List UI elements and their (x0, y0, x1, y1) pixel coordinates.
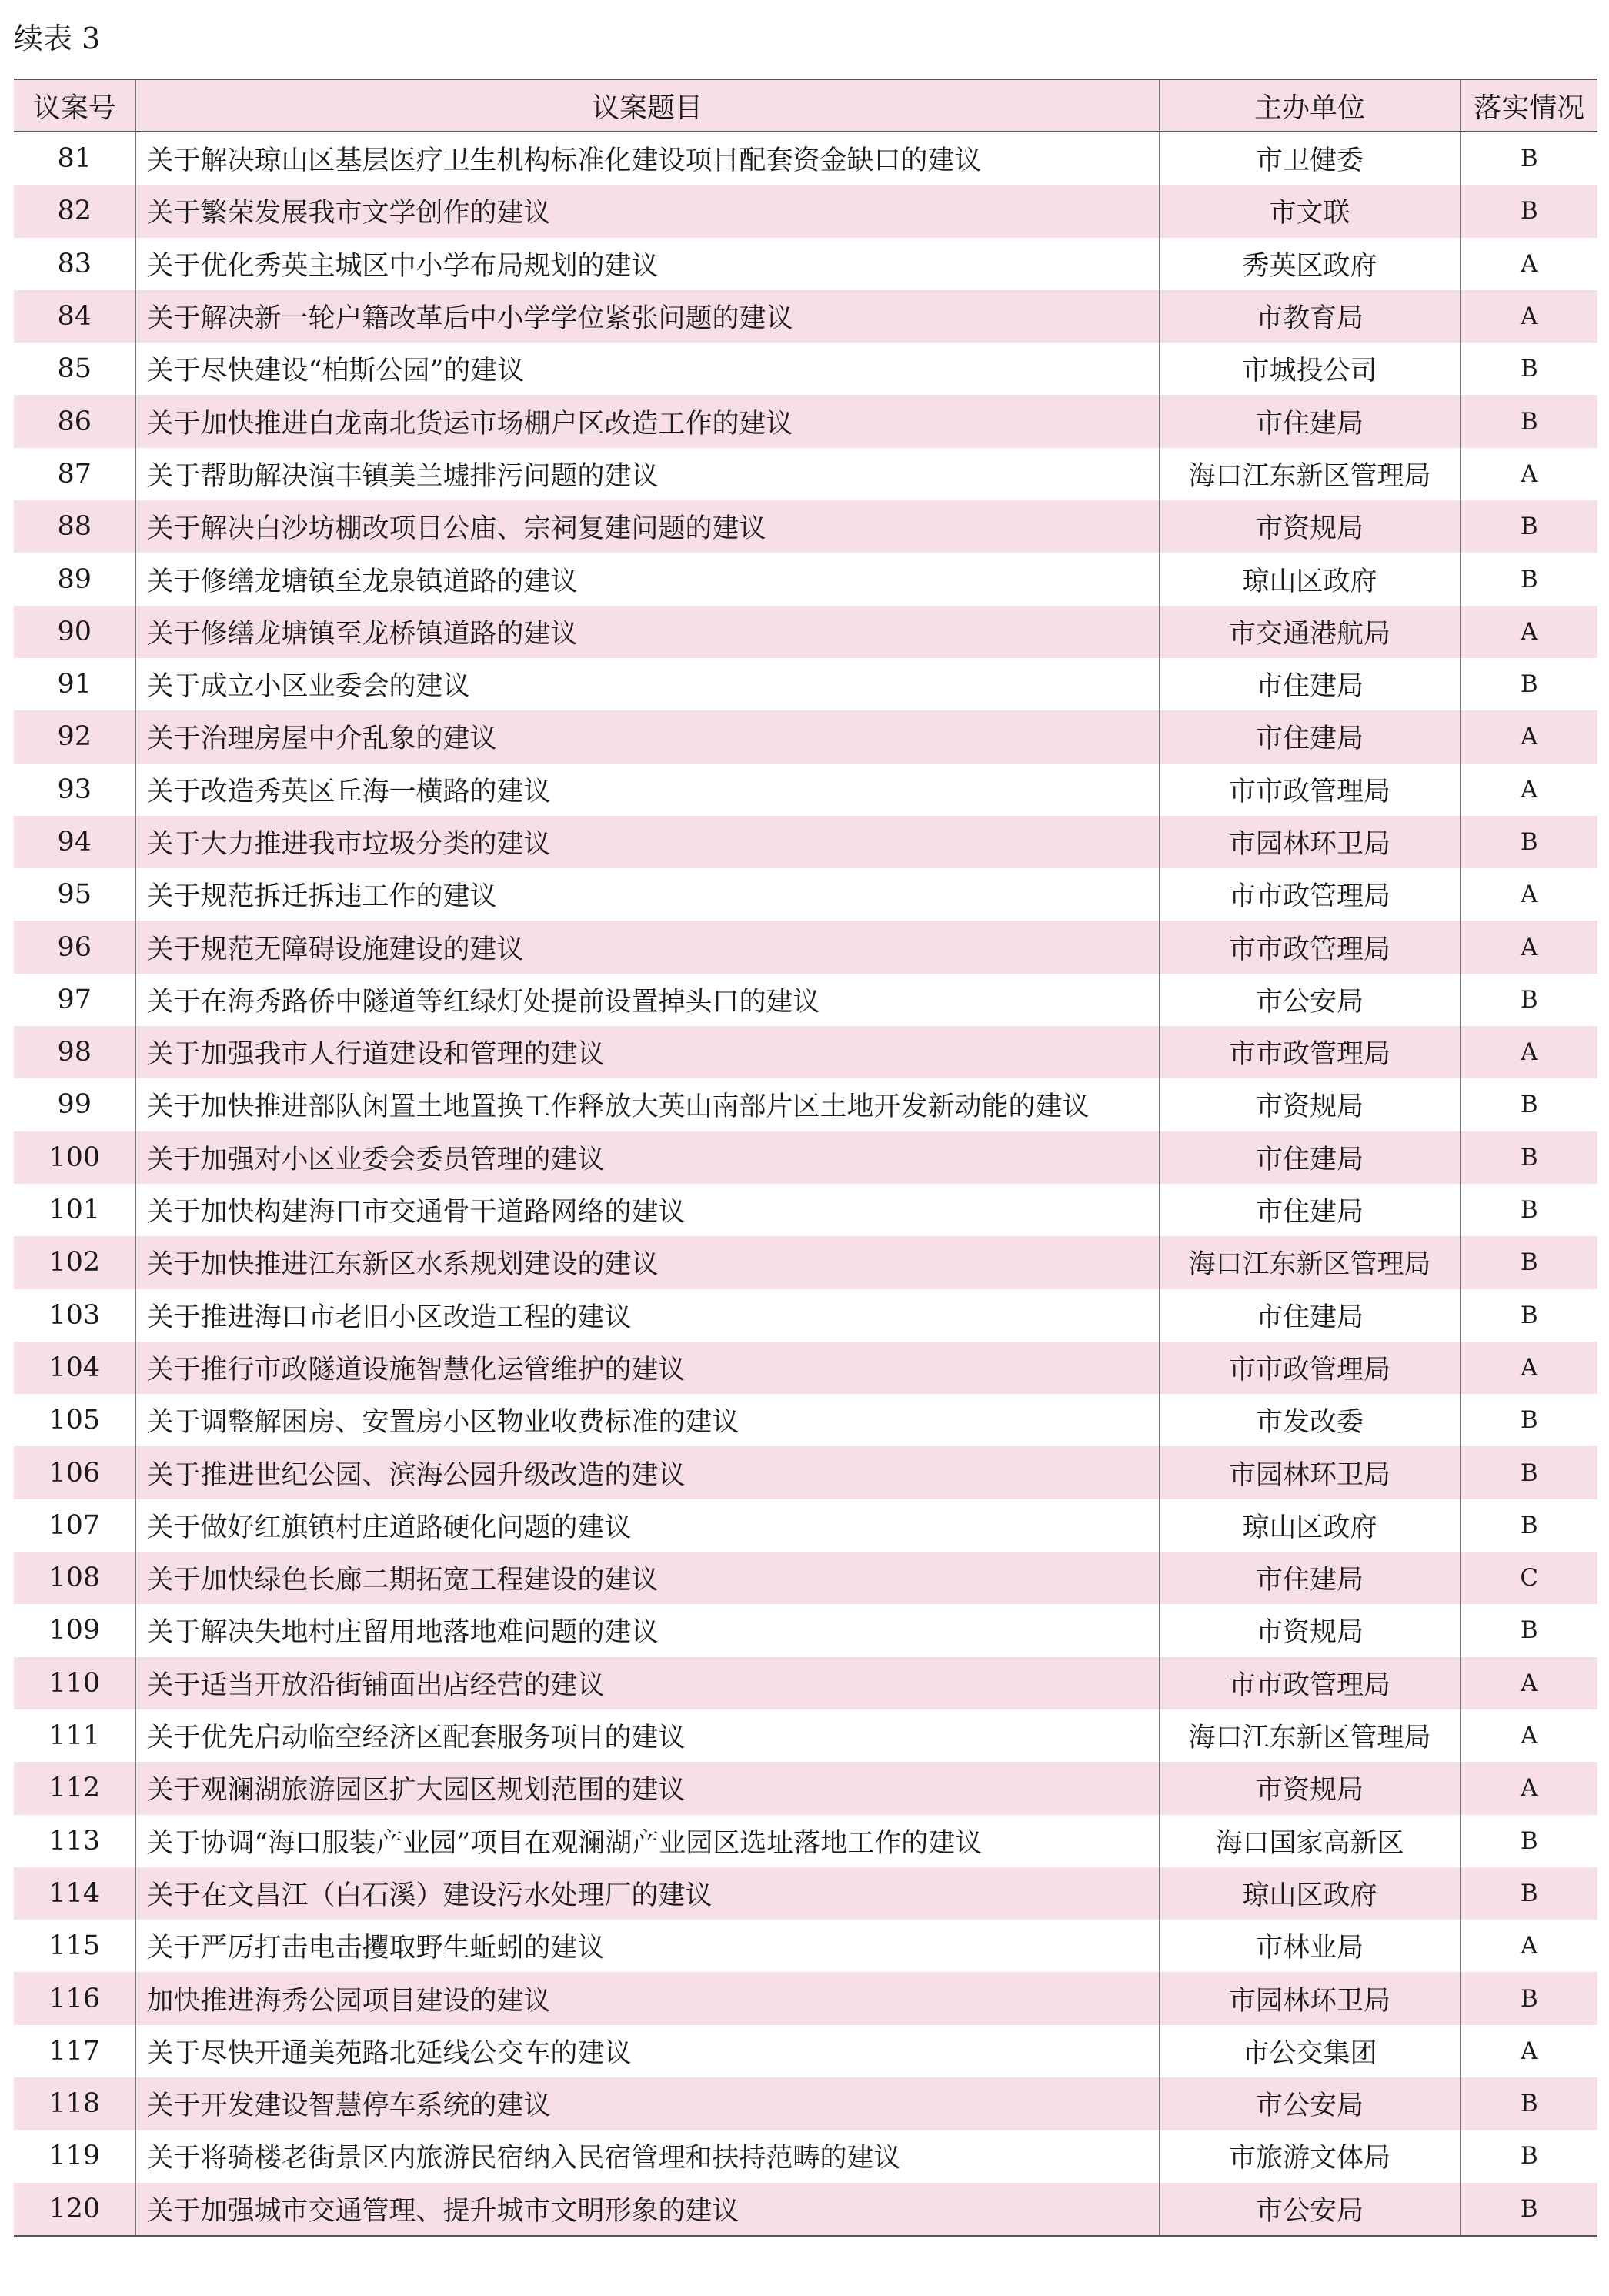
cell-status: B (1460, 132, 1597, 185)
cell-unit: 琼山区政府 (1159, 1499, 1460, 1552)
cell-unit: 市文联 (1159, 185, 1460, 237)
cell-title: 关于加强对小区业委会委员管理的建议 (135, 1131, 1159, 1184)
cell-status: B (1460, 2183, 1597, 2236)
cell-status: B (1460, 1867, 1597, 1920)
cell-number: 103 (48, 1299, 101, 1331)
cell-unit: 市市政管理局 (1159, 1026, 1460, 1078)
cell-unit: 市旅游文体局 (1159, 2130, 1460, 2182)
cell-number: 93 (57, 774, 92, 805)
cell-title: 关于加强我市人行道建设和管理的建议 (135, 1026, 1159, 1078)
cell-unit: 海口江东新区管理局 (1159, 1236, 1460, 1288)
cell-title: 关于解决琼山区基层医疗卫生机构标准化建设项目配套资金缺口的建议 (135, 132, 1159, 185)
cell-status: A (1460, 1709, 1597, 1762)
cell-title: 关于加强城市交通管理、提升城市文明形象的建议 (135, 2183, 1159, 2236)
table-row (14, 710, 1597, 763)
table-row (14, 1026, 1597, 1078)
cell-number: 83 (57, 248, 92, 279)
cell-title: 关于治理房屋中介乱象的建议 (135, 710, 1159, 763)
header-unit: 主办单位 (1159, 79, 1460, 132)
cell-title: 关于做好红旗镇村庄道路硬化问题的建议 (135, 1499, 1159, 1552)
cell-status: A (1460, 1762, 1597, 1814)
cell-unit: 市市政管理局 (1159, 921, 1460, 973)
cell-number: 84 (14, 290, 135, 343)
header-title: 议案题目 (135, 79, 1159, 132)
cell-title: 关于规范无障碍设施建设的建议 (135, 921, 1159, 973)
cell-number: 95 (57, 879, 92, 911)
cell-unit: 市卫健委 (1159, 132, 1460, 185)
cell-unit: 海口江东新区管理局 (1159, 448, 1460, 500)
cell-status: B (1460, 1815, 1597, 1867)
cell-unit: 市资规局 (1159, 1762, 1460, 1814)
cell-unit: 市住建局 (1159, 710, 1460, 763)
table-row (14, 2077, 1597, 2130)
cell-title: 关于开发建设智慧停车系统的建议 (135, 2077, 1159, 2130)
table-row (14, 2025, 1597, 2077)
cell-title: 关于修缮龙塘镇至龙桥镇道路的建议 (135, 606, 1159, 658)
cell-number: 85 (57, 353, 92, 385)
cell-number: 102 (14, 1236, 135, 1288)
cell-unit: 市园林环卫局 (1159, 1972, 1460, 2024)
cell-status: A (1460, 290, 1597, 343)
cell-status: B (1460, 2130, 1597, 2182)
cell-unit: 市住建局 (1159, 1289, 1460, 1342)
cell-status: B (1460, 1972, 1597, 2024)
table-row (14, 553, 1597, 605)
table-row (14, 238, 1597, 290)
cell-title: 关于修缮龙塘镇至龙泉镇道路的建议 (135, 553, 1159, 605)
cell-unit: 市住建局 (1159, 658, 1460, 710)
table-row (14, 448, 1597, 500)
table-row (14, 1342, 1597, 1394)
cell-unit: 市公安局 (1159, 974, 1460, 1026)
cell-status: B (1460, 1289, 1597, 1342)
cell-number: 87 (57, 458, 92, 490)
table-row (14, 500, 1597, 553)
cell-title: 关于帮助解决演丰镇美兰墟排污问题的建议 (135, 448, 1159, 500)
cell-status: B (1460, 185, 1597, 237)
cell-title: 关于规范拆迁拆违工作的建议 (135, 868, 1159, 921)
cell-status: B (1460, 500, 1597, 553)
cell-unit: 秀英区政府 (1159, 238, 1460, 290)
cell-number: 97 (57, 984, 92, 1015)
cell-status: B (1460, 553, 1597, 605)
cell-title: 关于解决失地村庄留用地落地难问题的建议 (135, 1604, 1159, 1656)
cell-unit: 市发改委 (1159, 1394, 1460, 1446)
table-row (14, 868, 1597, 921)
cell-status: A (1460, 710, 1597, 763)
table-row (14, 1815, 1597, 1867)
cell-status: A (1460, 606, 1597, 658)
cell-status: B (1460, 1236, 1597, 1288)
cell-status: A (1460, 764, 1597, 816)
table-row (14, 921, 1597, 973)
cell-status: B (1460, 1446, 1597, 1499)
cell-unit: 市城投公司 (1159, 343, 1460, 395)
table-row (14, 658, 1597, 710)
cell-unit: 海口国家高新区 (1159, 1815, 1460, 1867)
cell-status: B (1460, 1499, 1597, 1552)
table-row (14, 1078, 1597, 1131)
cell-unit: 市林业局 (1159, 1920, 1460, 1972)
cell-status: A (1460, 2025, 1597, 2077)
cell-number: 118 (14, 2077, 135, 2130)
cell-title: 关于推行市政隧道设施智慧化运管维护的建议 (135, 1342, 1159, 1394)
cell-number: 98 (14, 1026, 135, 1078)
header-row (14, 79, 1597, 132)
cell-number: 92 (14, 710, 135, 763)
cell-title: 关于协调“海口服装产业园”项目在观澜湖产业园区选址落地工作的建议 (135, 1815, 1159, 1867)
table-row (14, 1289, 1597, 1342)
table-row (14, 1709, 1597, 1762)
cell-number: 107 (48, 1509, 101, 1541)
cell-unit: 琼山区政府 (1159, 1867, 1460, 1920)
cell-number: 90 (14, 606, 135, 658)
cell-unit: 市市政管理局 (1159, 764, 1460, 816)
cell-number: 113 (48, 1825, 101, 1857)
header-status: 落实情况 (1460, 79, 1597, 132)
cell-title: 关于优先启动临空经济区配套服务项目的建议 (135, 1709, 1159, 1762)
cell-number: 104 (14, 1342, 135, 1394)
cell-number: 119 (48, 2141, 101, 2172)
cell-unit: 市资规局 (1159, 500, 1460, 553)
cell-number: 115 (48, 1930, 101, 1962)
table-row (14, 1236, 1597, 1288)
cell-title: 关于将骑楼老街景区内旅游民宿纳入民宿管理和扶持范畴的建议 (135, 2130, 1159, 2182)
cell-number: 117 (48, 2035, 101, 2067)
cell-unit: 市园林环卫局 (1159, 816, 1460, 868)
cell-number: 110 (14, 1657, 135, 1709)
table-row (14, 1657, 1597, 1709)
cell-status: B (1460, 2077, 1597, 2130)
header-number: 议案号 (14, 79, 135, 132)
table-row (14, 974, 1597, 1026)
table-row (14, 1394, 1597, 1446)
table-row (14, 1972, 1597, 2024)
table-row (14, 816, 1597, 868)
cell-title: 关于解决白沙坊棚改项目公庙、宗祠复建问题的建议 (135, 500, 1159, 553)
cell-unit: 市资规局 (1159, 1078, 1460, 1131)
cell-status: A (1460, 921, 1597, 973)
cell-unit: 市住建局 (1159, 1552, 1460, 1604)
table-row (14, 1131, 1597, 1184)
table-caption: 续表 3 (14, 22, 101, 55)
cell-title: 关于加快构建海口市交通骨干道路网络的建议 (135, 1184, 1159, 1236)
cell-number: 94 (14, 816, 135, 868)
cell-status: A (1460, 238, 1597, 290)
cell-number: 120 (14, 2183, 135, 2236)
cell-status: B (1460, 658, 1597, 710)
cell-unit: 市公安局 (1159, 2077, 1460, 2130)
cell-status: B (1460, 1394, 1597, 1446)
table-body (14, 132, 1597, 2236)
table-row (14, 1184, 1597, 1236)
cell-title: 关于成立小区业委会的建议 (135, 658, 1159, 710)
cell-number: 96 (14, 921, 135, 973)
table-row (14, 343, 1597, 395)
table-row (14, 1446, 1597, 1499)
cell-title: 关于在文昌江（白石溪）建设污水处理厂的建议 (135, 1867, 1159, 1920)
cell-status: A (1460, 1342, 1597, 1394)
cell-title: 关于加快推进部队闲置土地置换工作释放大英山南部片区土地开发新动能的建议 (135, 1078, 1159, 1131)
cell-number: 116 (14, 1972, 135, 2024)
cell-title: 关于优化秀英主城区中小学布局规划的建议 (135, 238, 1159, 290)
cell-number: 99 (57, 1089, 92, 1121)
table-container (14, 79, 1597, 2237)
table-row (14, 1552, 1597, 1604)
cell-unit: 市住建局 (1159, 1184, 1460, 1236)
cell-number: 89 (57, 563, 92, 595)
cell-title: 关于加快绿色长廊二期拓宽工程建设的建议 (135, 1552, 1159, 1604)
cell-number: 114 (14, 1867, 135, 1920)
cell-status: B (1460, 1184, 1597, 1236)
cell-title: 关于尽快开通美苑路北延线公交车的建议 (135, 2025, 1159, 2077)
cell-unit: 市住建局 (1159, 395, 1460, 447)
table-row (14, 1867, 1597, 1920)
cell-number: 112 (14, 1762, 135, 1814)
cell-status: B (1460, 974, 1597, 1026)
table-row (14, 290, 1597, 343)
cell-unit: 市公交集团 (1159, 2025, 1460, 2077)
cell-number: 108 (14, 1552, 135, 1604)
table-row (14, 1762, 1597, 1814)
cell-status: C (1460, 1552, 1597, 1604)
cell-title: 关于加快推进白龙南北货运市场棚户区改造工作的建议 (135, 395, 1159, 447)
cell-title: 关于推进世纪公园、滨海公园升级改造的建议 (135, 1446, 1159, 1499)
cell-title: 关于解决新一轮户籍改革后中小学学位紧张问题的建议 (135, 290, 1159, 343)
table-row (14, 764, 1597, 816)
cell-number: 82 (14, 185, 135, 237)
cell-unit: 市住建局 (1159, 1131, 1460, 1184)
cell-status: B (1460, 1078, 1597, 1131)
table-row (14, 185, 1597, 237)
table-row (14, 395, 1597, 447)
cell-status: A (1460, 448, 1597, 500)
table-header (14, 79, 1597, 132)
cell-number: 88 (14, 500, 135, 553)
cell-title: 关于繁荣发展我市文学创作的建议 (135, 185, 1159, 237)
table-row (14, 2130, 1597, 2182)
cell-status: A (1460, 1657, 1597, 1709)
cell-title: 关于在海秀路侨中隧道等红绿灯处提前设置掉头口的建议 (135, 974, 1159, 1026)
cell-unit: 市教育局 (1159, 290, 1460, 343)
cell-number: 100 (14, 1131, 135, 1184)
cell-status: A (1460, 1920, 1597, 1972)
cell-title: 加快推进海秀公园项目建设的建议 (135, 1972, 1159, 2024)
cell-unit: 市市政管理局 (1159, 1342, 1460, 1394)
cell-unit: 海口江东新区管理局 (1159, 1709, 1460, 1762)
cell-title: 关于严厉打击电击攫取野生蚯蚓的建议 (135, 1920, 1159, 1972)
table-row (14, 1499, 1597, 1552)
table-row (14, 132, 1597, 185)
cell-unit: 市市政管理局 (1159, 868, 1460, 921)
cell-number: 86 (14, 395, 135, 447)
cell-unit: 市交通港航局 (1159, 606, 1460, 658)
cell-number: 106 (14, 1446, 135, 1499)
cell-status: B (1460, 395, 1597, 447)
proposal-table (14, 79, 1597, 2237)
table-row (14, 1920, 1597, 1972)
cell-title: 关于加快推进江东新区水系规划建设的建议 (135, 1236, 1159, 1288)
cell-title: 关于大力推进我市垃圾分类的建议 (135, 816, 1159, 868)
cell-number: 109 (48, 1615, 101, 1646)
cell-title: 关于推进海口市老旧小区改造工程的建议 (135, 1289, 1159, 1342)
cell-unit: 市公安局 (1159, 2183, 1460, 2236)
cell-status: A (1460, 868, 1597, 921)
cell-unit: 市资规局 (1159, 1604, 1460, 1656)
table-row (14, 606, 1597, 658)
cell-status: B (1460, 1604, 1597, 1656)
cell-status: A (1460, 1026, 1597, 1078)
cell-number: 105 (48, 1405, 101, 1436)
table-row (14, 2183, 1597, 2236)
cell-number: 91 (57, 669, 92, 700)
cell-title: 关于调整解困房、安置房小区物业收费标准的建议 (135, 1394, 1159, 1446)
cell-number: 111 (48, 1720, 101, 1752)
cell-number: 101 (48, 1195, 101, 1226)
cell-title: 关于适当开放沿街铺面出店经营的建议 (135, 1657, 1159, 1709)
cell-status: B (1460, 343, 1597, 395)
cell-title: 关于观澜湖旅游园区扩大园区规划范围的建议 (135, 1762, 1159, 1814)
cell-status: B (1460, 816, 1597, 868)
cell-unit: 市园林环卫局 (1159, 1446, 1460, 1499)
cell-title: 关于改造秀英区丘海一横路的建议 (135, 764, 1159, 816)
cell-number: 81 (57, 143, 92, 175)
table-row (14, 1604, 1597, 1656)
cell-title: 关于尽快建设“柏斯公园”的建议 (135, 343, 1159, 395)
cell-unit: 市市政管理局 (1159, 1657, 1460, 1709)
cell-unit: 琼山区政府 (1159, 553, 1460, 605)
cell-status: B (1460, 1131, 1597, 1184)
